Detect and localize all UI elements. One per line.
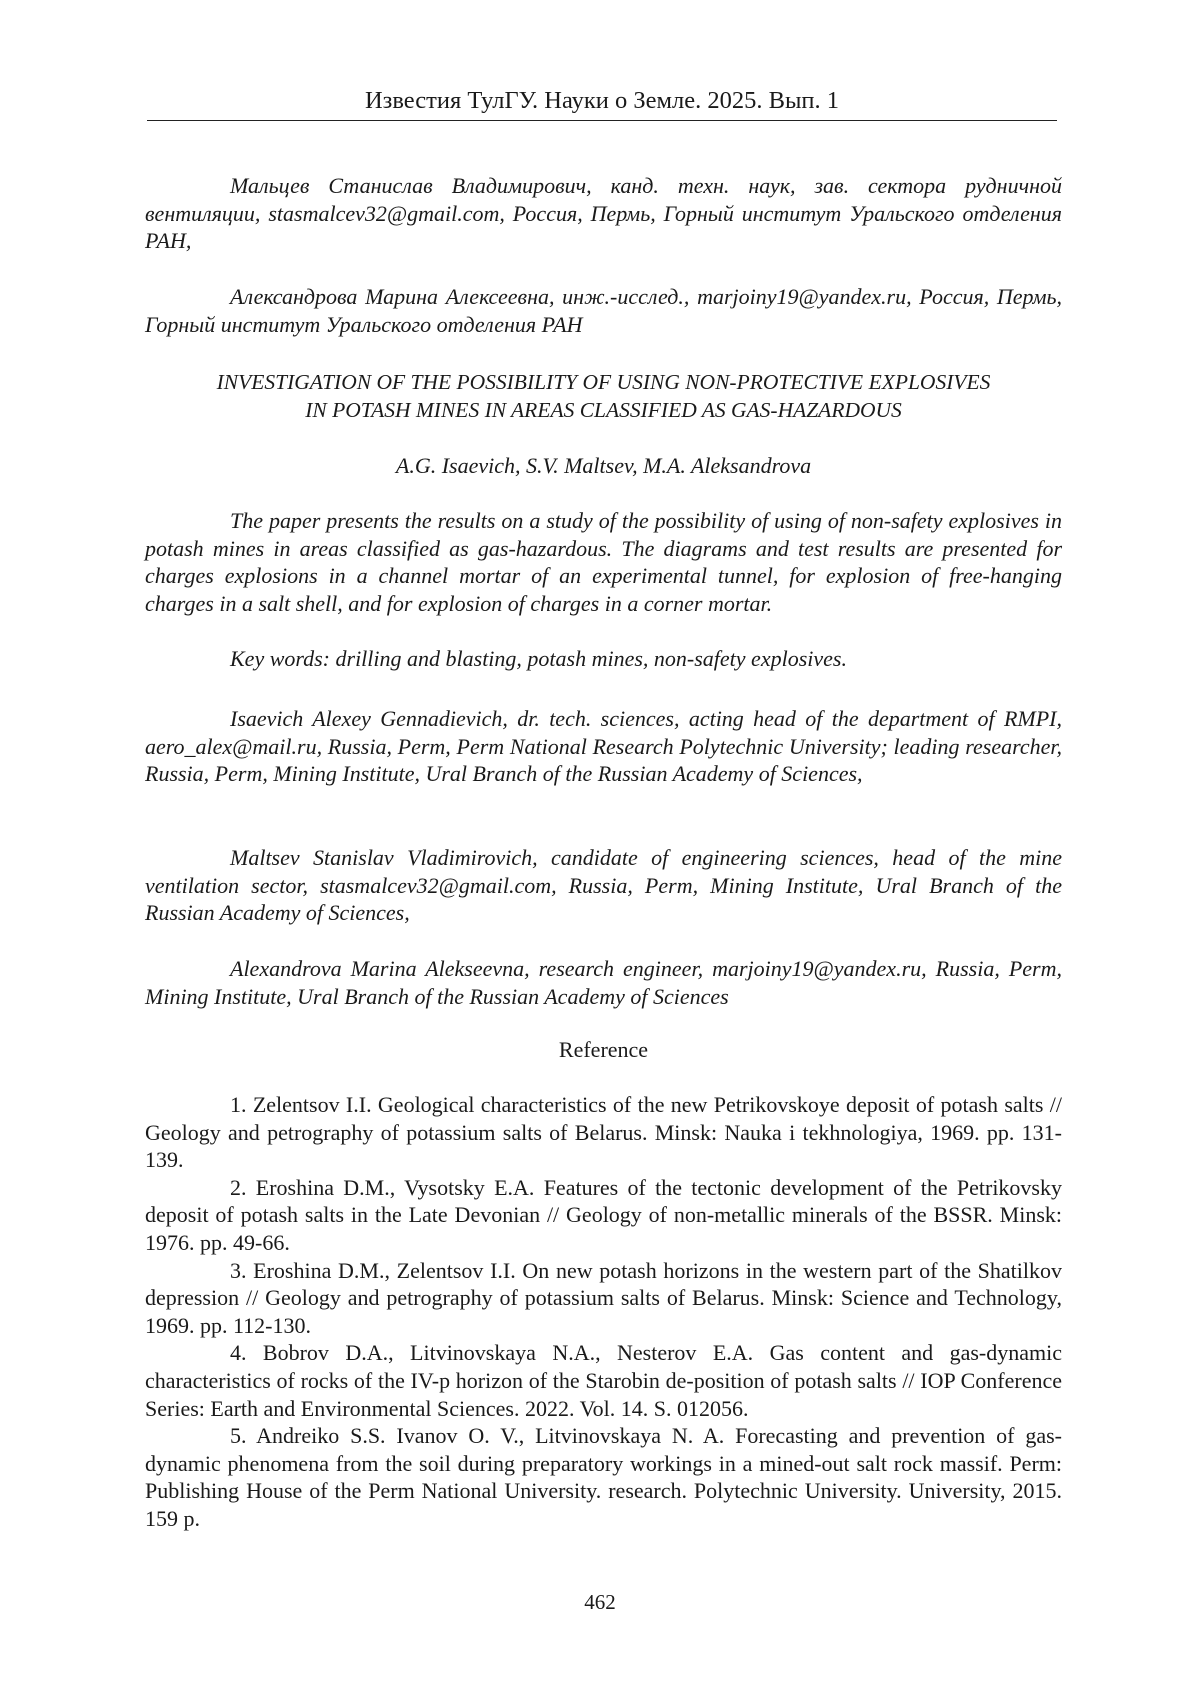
article-title-en: [145, 368, 1062, 424]
article-title-line-1: INVESTIGATION OF THE POSSIBILITY OF USING NON-PROTECTIVE EXPLOSIVES: [216, 370, 991, 394]
reference-item: 1. Zelentsov I.I. Geological characteristics of the new Petrikovskoye deposit of potash salts // Geology and petrography of potassium salts of Belarus. Minsk: Nauka i tekhnologiya, 1969. pp. 131-139.: [145, 1092, 1062, 1173]
author-en-isaevich: Isaevich Alexey Gennadievich, dr. tech. sciences, acting head of the department of RMPI, aero_alex@mail.ru, Russia, Perm, Perm National Research Polytechnic University; leading researcher, Russia, Perm, Mining Institute, Ural Branch of the Russian Academy of Sciences,: [145, 706, 1062, 787]
references-list: [145, 1091, 1062, 1533]
author-en-alexandrova: Alexandrova Marina Alekseevna, research engineer, marjoiny19@yandex.ru, Russia, Perm, Mining Institute, Ural Branch of the Russian Academy of Sciences: [145, 956, 1062, 1009]
author-en-maltsev: Maltsev Stanislav Vladimirovich, candidate of engineering sciences, head of the mine ventilation sector, stasmalcev32@gmail.com, Russia, Perm, Mining Institute, Ural Branch of the Russian Academy of Sciences,: [145, 845, 1062, 926]
reference-item: 4. Bobrov D.A., Litvinovskaya N.A., Nesterov E.A. Gas content and gas-dynamic characteristics of rocks of the IV-p horizon of the Starobin de-position of potash salts // IOP Conference Series: Earth and Environmental Sciences. 2022. Vol. 14. S. 012056.: [145, 1340, 1062, 1421]
author-ru-aleksandrova: Александрова Марина Алексеевна, инж.-исслед., marjoiny19@yandex.ru, Россия, Пермь, Горный институт Уральского отделения РАН: [145, 284, 1062, 337]
header-rule: [147, 120, 1057, 121]
running-header: Известия ТулГУ. Науки о Земле. 2025. Вып. 1: [364, 87, 840, 114]
abstract: The paper presents the results on a study of the possibility of using of non-safety explosives in potash mines in areas classified as gas-hazardous. The diagrams and test results are presented for charges explosions in a channel mortar of an experimental tunnel, for explosion of free-hanging charges in a salt shell, and for explosion of charges in a corner mortar.: [145, 508, 1062, 616]
article-title-line-2: IN POTASH MINES IN AREAS CLASSIFIED AS GAS-HAZARDOUS: [305, 398, 902, 422]
authors-en-short: A.G. Isaevich, S.V. Maltsev, M.A. Aleksandrova: [395, 453, 812, 478]
reference-item: 2. Eroshina D.M., Vysotsky E.A. Features of the tectonic development of the Petrikovsky deposit of potash salts in the Late Devonian // Geology of non-metallic minerals of the BSSR. Minsk: 1976. pp. 49-66.: [145, 1174, 1062, 1255]
page-number: 462: [584, 1590, 616, 1614]
references-heading: Reference: [558, 1037, 649, 1062]
author-ru-maltsev: Мальцев Станислав Владимирович, канд. техн. наук, зав. сектора рудничной вентиляции, stasmalcev32@gmail.com, Россия, Пермь, Горный институт Уральского отделения РАН,: [145, 173, 1062, 254]
reference-item: 3. Eroshina D.M., Zelentsov I.I. On new potash horizons in the western part of the Shatilkov depression // Geology and petrography of potassium salts of Belarus. Minsk: Science and Technology, 1969. pp. 112-130.: [145, 1257, 1062, 1338]
keywords: Key words: drilling and blasting, potash mines, non-safety explosives.: [230, 646, 847, 671]
reference-item: 5. Andreiko S.S. Ivanov O. V., Litvinovskaya N. A. Forecasting and prevention of gas-dynamic phenomena from the soil during preparatory workings in a mined-out salt rock massif. Perm: Publishing House of the Perm National University. research. Polytechnic University. University, 2015. 159 p.: [145, 1423, 1062, 1531]
